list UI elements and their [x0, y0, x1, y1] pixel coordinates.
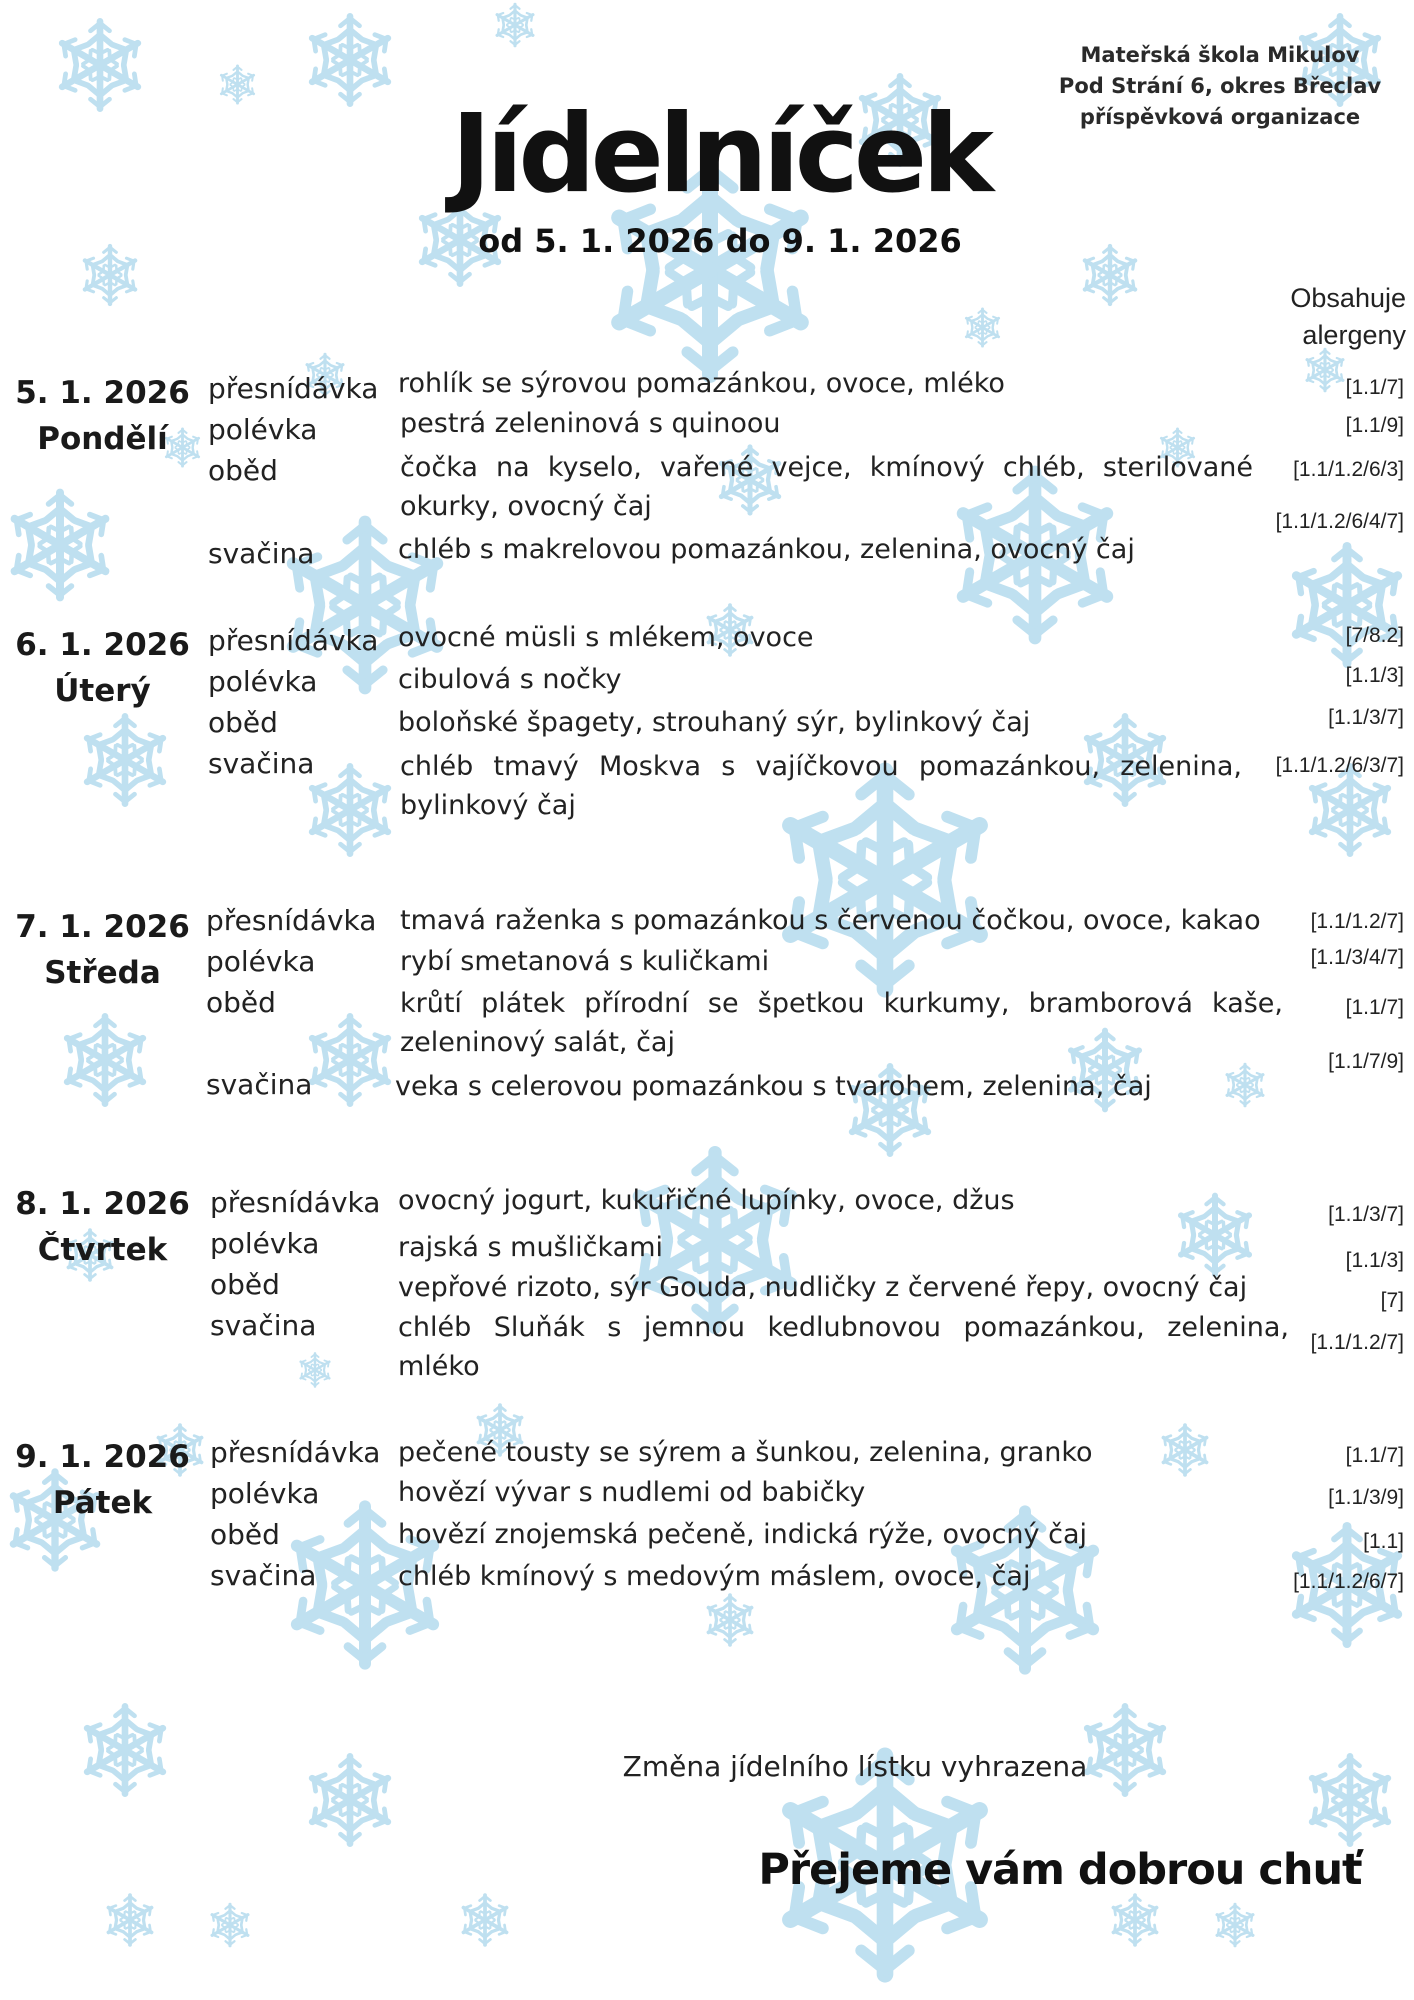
day-weekday: Pátek	[52, 1485, 153, 1521]
snowflake-icon	[205, 1900, 255, 1950]
meal-description: pečené tousty se sýrem a šunkou, zelenina, granko	[398, 1437, 1093, 1468]
meal-description: krůtí plátek přírodní se špetkou kurkumy, bramborová kaše, zeleninový salát, čaj	[400, 988, 1283, 1058]
meal-description: tmavá raženka s pomazánkou s červenou čočkou, ovoce, kakao	[400, 905, 1261, 936]
snowflake-icon	[100, 1890, 160, 1950]
day-date: 9. 1. 2026	[15, 1439, 190, 1475]
meal-description: chléb Sluňák s jemnou kedlubnovou pomazánkou, zelenina, mléko	[398, 1312, 1289, 1382]
meal-type-label: oběd	[210, 1268, 280, 1301]
meal-type-label: polévka	[206, 945, 316, 978]
meal-allergens: [1.1/1.2/6/4/7]	[1275, 510, 1404, 533]
meal-type-label: oběd	[210, 1518, 280, 1551]
meal-description: boloňské špagety, strouhaný sýr, bylinkový čaj	[398, 707, 1031, 738]
meal-description: ovocné müsli s mlékem, ovoce	[398, 622, 814, 653]
day-heading	[10, 1181, 195, 1273]
snowflake-icon	[300, 1750, 400, 1850]
meal-description: pestrá zeleninová s quinoou	[400, 408, 781, 439]
meal-allergens: [1.1/3/9]	[1328, 1486, 1404, 1509]
snowflake-icon	[75, 240, 145, 310]
day-date: 8. 1. 2026	[15, 1186, 190, 1222]
meal-allergens: [1.1/3/4/7]	[1310, 946, 1404, 969]
meal-type-label: svačina	[210, 1309, 317, 1342]
meal-description: cibulová s nočky	[398, 664, 622, 695]
meal-allergens: [1.1/3]	[1345, 664, 1404, 687]
snowflake-icon	[1105, 1890, 1165, 1950]
snowflake-icon	[700, 1590, 760, 1650]
snowflake-icon	[1210, 1900, 1260, 1950]
meal-allergens: [1.1/1.2/6/3/7]	[1275, 754, 1404, 777]
page-title: Jídelníček	[451, 92, 989, 217]
meal-type-label: polévka	[208, 665, 318, 698]
meal-allergens: [1.1/1.2/6/3]	[1293, 458, 1404, 481]
meal-type-label: přesnídávka	[208, 624, 379, 657]
date-range: od 5. 1. 2026 do 9. 1. 2026	[478, 222, 962, 260]
day-date: 6. 1. 2026	[15, 627, 190, 663]
meal-description: ovocný jogurt, kukuřičné lupínky, ovoce, džus	[398, 1185, 1015, 1216]
snowflake-icon	[1300, 1750, 1400, 1850]
school-type: příspěvková organizace	[1079, 105, 1361, 129]
menu-change-notice: Změna jídelního lístku vyhrazena	[622, 1750, 1088, 1783]
meal-allergens: [1.1/3]	[1345, 1249, 1404, 1272]
meal-allergens: [1.1/3/7]	[1328, 1203, 1404, 1226]
snowflake-icon	[960, 305, 1005, 350]
meal-type-label: oběd	[206, 986, 276, 1019]
bon-appetit-message: Přejeme vám dobrou chuť	[758, 1845, 1362, 1895]
school-address: Pod Strání 6, okres Břeclav	[1058, 74, 1382, 98]
snowflake-icon	[215, 62, 260, 107]
day-weekday: Pondělí	[37, 421, 168, 457]
meal-type-label: svačina	[206, 1068, 313, 1101]
day-date: 7. 1. 2026	[15, 909, 190, 945]
snowflake-icon	[300, 1010, 400, 1110]
snowflake-icon	[0, 460, 120, 630]
meal-type-label: přesnídávka	[210, 1436, 381, 1469]
meal-allergens: [1.1/7]	[1345, 376, 1404, 399]
meal-description: chléb kmínový s medovým máslem, ovoce, čaj	[398, 1561, 1031, 1592]
meal-type-label: polévka	[210, 1227, 320, 1260]
day-date: 5. 1. 2026	[15, 375, 190, 411]
meal-allergens: [1.1/1.2/7]	[1310, 1331, 1404, 1354]
snowflake-icon	[75, 1700, 175, 1800]
day-weekday: Středa	[44, 955, 161, 991]
allergen-header-line1: Obsahuje	[1290, 283, 1406, 313]
meal-type-label: svačina	[208, 537, 315, 570]
meal-type-label: polévka	[208, 413, 318, 446]
meal-allergens: [1.1]	[1363, 1530, 1404, 1553]
meal-type-label: oběd	[208, 706, 278, 739]
snowflake-icon	[50, 15, 150, 115]
snowflake-icon	[490, 0, 540, 50]
meal-allergens: [1.1/7/9]	[1328, 1050, 1404, 1073]
meal-allergens: [1.1/7]	[1345, 1444, 1404, 1467]
day-heading	[10, 622, 195, 714]
meal-allergens: [1.1/9]	[1345, 414, 1404, 437]
meal-allergens: [7]	[1380, 1289, 1404, 1312]
allergen-column-header	[1226, 280, 1406, 354]
meal-type-label: přesnídávka	[210, 1186, 381, 1219]
school-name: Mateřská škola Mikulov	[1080, 43, 1360, 67]
meal-allergens: [1.1/7]	[1345, 996, 1404, 1019]
meal-description: chléb tmavý Moskva s vajíčkovou pomazánkou, zelenina, bylinkový čaj	[400, 751, 1242, 821]
day-weekday: Čtvrtek	[37, 1232, 168, 1268]
meal-allergens: [1.1/1.2/7]	[1310, 910, 1404, 933]
snowflake-icon	[300, 10, 400, 110]
meal-type-label: přesnídávka	[206, 904, 377, 937]
meal-allergens: [1.1/3/7]	[1328, 706, 1404, 729]
meal-type-label: svačina	[208, 747, 315, 780]
meal-description: vepřové rizoto, sýr Gouda, nudličky z červené řepy, ovocný čaj	[398, 1272, 1248, 1303]
meal-description: rybí smetanová s kuličkami	[400, 946, 770, 977]
snowflake-icon	[455, 1890, 515, 1950]
day-heading	[10, 1434, 195, 1526]
meal-type-label: polévka	[210, 1477, 320, 1510]
meal-type-label: přesnídávka	[208, 372, 379, 405]
meal-type-label: oběd	[208, 454, 278, 487]
meal-allergens: [1.1/1.2/6/7]	[1293, 1570, 1404, 1593]
snowflake-icon	[75, 710, 175, 810]
day-weekday: Úterý	[54, 673, 151, 709]
meal-type-label: svačina	[210, 1559, 317, 1592]
snowflake-icon	[300, 760, 400, 860]
meal-description: chléb s makrelovou pomazánkou, zelenina, ovocný čaj	[398, 534, 1135, 565]
meal-description: veka s celerovou pomazánkou s tvarohem, zelenina, čaj	[395, 1071, 1152, 1102]
school-header	[1010, 40, 1414, 133]
snowflake-icon	[1075, 240, 1145, 310]
meal-description: hovězí znojemská pečeně, indická rýže, ovocný čaj	[398, 1519, 1087, 1550]
day-heading	[10, 370, 195, 462]
meal-description: rohlík se sýrovou pomazánkou, ovoce, mléko	[398, 368, 1005, 399]
meal-description: rajská s mušličkami	[398, 1232, 663, 1263]
allergen-header-line2: alergeny	[1302, 320, 1406, 350]
meal-description: čočka na kyselo, vařené vejce, kmínový chléb, sterilované okurky, ovocný čaj	[400, 452, 1253, 522]
snowflake-icon	[295, 1350, 335, 1390]
snowflake-icon	[55, 1010, 155, 1110]
meal-description: hovězí vývar s nudlemi od babičky	[398, 1477, 866, 1508]
meal-allergens: [7/8.2]	[1345, 624, 1404, 647]
day-heading	[10, 904, 195, 996]
